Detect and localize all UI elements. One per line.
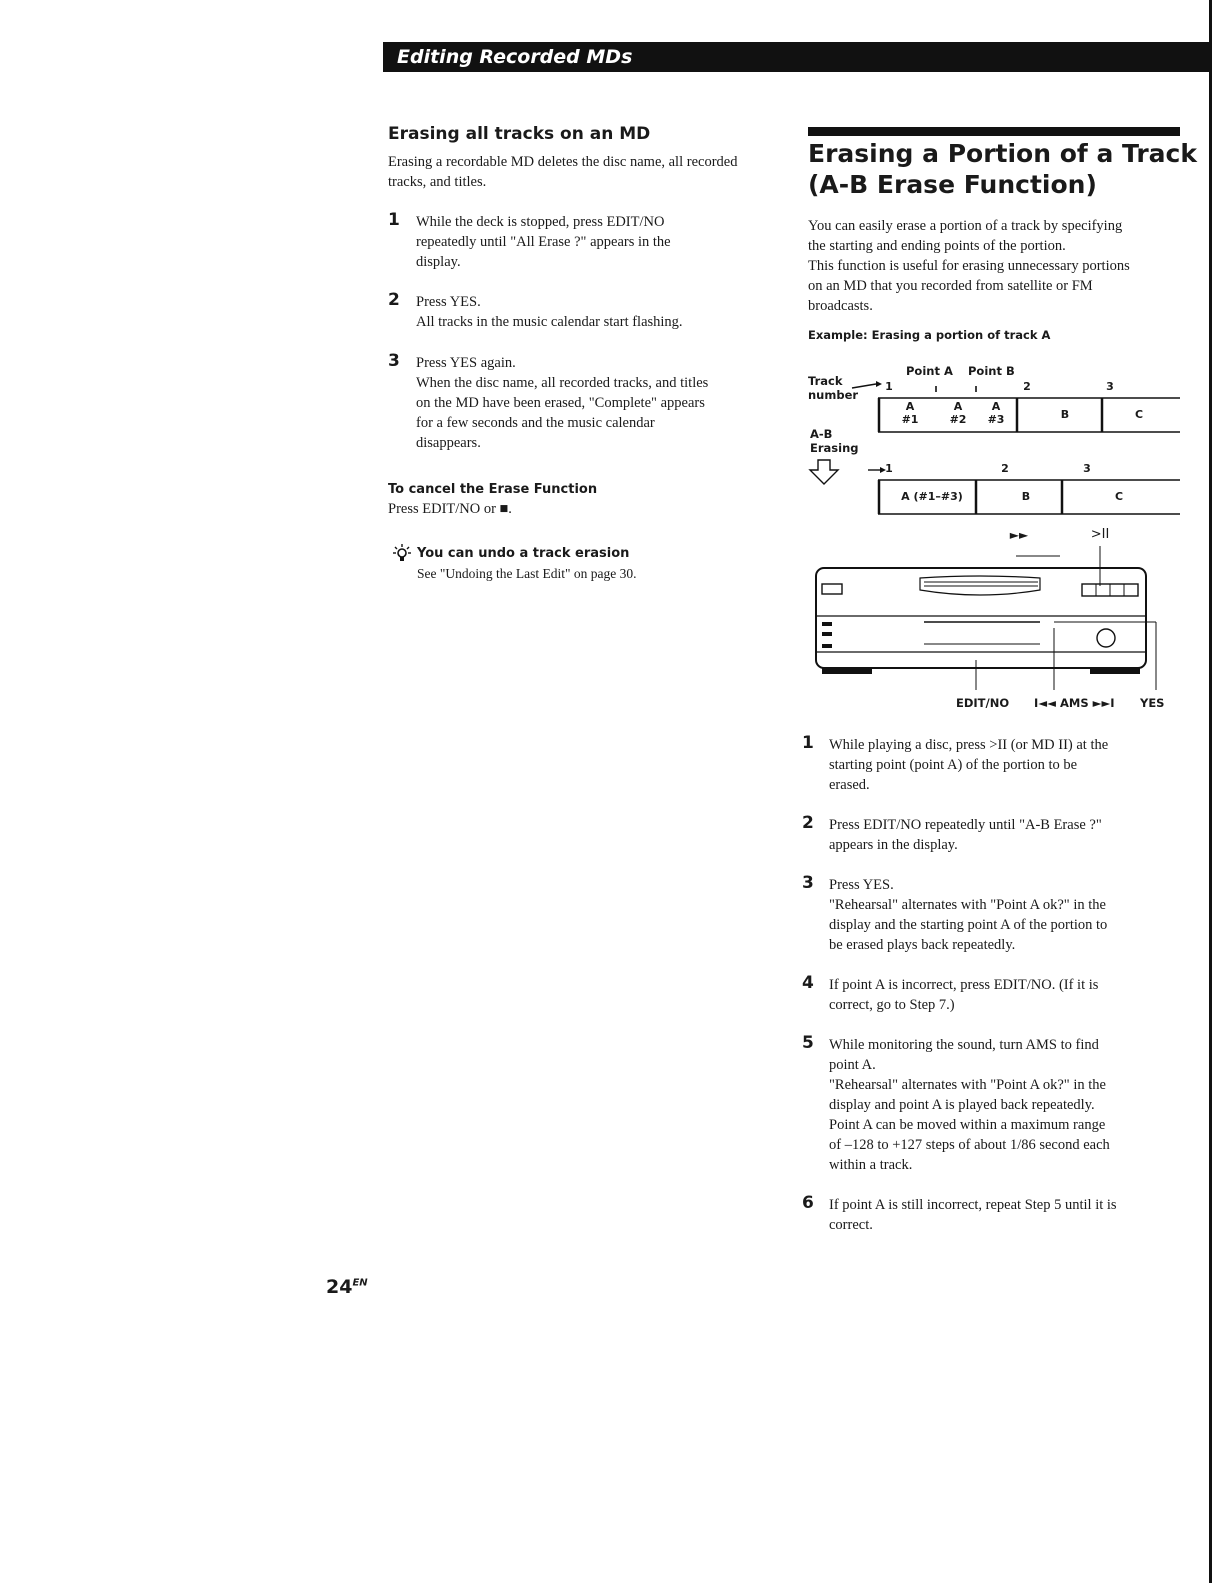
track-number-label: Track number: [808, 374, 859, 402]
erased-num-3: 3: [1083, 462, 1091, 475]
segment-c-bottom: C: [1114, 490, 1124, 503]
point-a-label: Point A: [906, 364, 953, 378]
cancel-text: Press EDIT/NO or ■.: [388, 501, 512, 517]
right-step-5-text: While monitoring the sound, turn AMS to find point A. "Rehearsal" alternates with "Point A ok?" in the display and point A is played back repeatedly. Point A can be moved within a maximum range of –128 to +127 steps of about 1/86 second each within a track.: [829, 1037, 1110, 1173]
right-step-6-text: If point A is still incorrect, repeat Step 5 until it is correct.: [829, 1197, 1117, 1233]
point-b-label: Point B: [968, 364, 1015, 378]
right-step-4-text: If point A is incorrect, press EDIT/NO. (If it is correct, go to Step 7.): [829, 977, 1099, 1013]
left-step-2-text: Press YES. All tracks in the music calendar start flashing.: [416, 294, 683, 330]
segment-a1: A #1: [901, 400, 919, 426]
left-step-2-number: 2: [388, 290, 400, 310]
right-step-6-number: 6: [802, 1193, 814, 1213]
right-step-1-text: While playing a disc, press >II (or MD II) at the starting point (point A) of the portion to be erased.: [829, 737, 1109, 793]
segment-b-bottom: B: [1021, 490, 1031, 503]
erased-num-1: 1: [885, 462, 893, 475]
section-title: Editing Recorded MDs: [397, 46, 633, 68]
right-step-5-number: 5: [802, 1033, 814, 1053]
segment-a-merged: A (#1–#3): [901, 490, 963, 503]
ams-knob-label: I◄◄ AMS ►►I: [1034, 696, 1115, 710]
example-label: Example: Erasing a portion of track A: [808, 328, 1051, 342]
ff-button-icon: ►►: [1009, 528, 1029, 542]
segment-a3: A #3: [987, 400, 1005, 426]
ab-erasing-label: A-B Erasing: [810, 427, 859, 455]
page-number: $24^{EN}$: [326, 1276, 368, 1298]
tip-heading: You can undo a track erasion: [417, 546, 630, 561]
right-intro: You can easily erase a portion of a track by specifying the starting and ending points of the portion. This function is useful for erasing unnecessary portions on an MD that you recorded from satellite or FM broadcasts.: [808, 218, 1130, 314]
segment-c-top: C: [1134, 408, 1144, 421]
tip-text: See "Undoing the Last Edit" on page 30.: [417, 566, 637, 581]
track-num-2: 2: [1023, 380, 1031, 393]
left-intro: Erasing a recordable MD deletes the disc name, all recorded tracks, and titles.: [388, 154, 738, 190]
right-step-3-text: Press YES. "Rehearsal" alternates with "Point A ok?" in the display and the starting point A of the portion to be erased plays back repeatedly.: [829, 877, 1108, 953]
section-header: [383, 42, 1209, 72]
right-title: Erasing a Portion of a Track (A-B Erase Function): [808, 139, 1198, 199]
left-step-3-number: 3: [388, 351, 400, 371]
left-step-3-text: Press YES again. When the disc name, all recorded tracks, and titles on the MD have been erased, "Complete" appears for a few seconds and the music calendar disappears.: [416, 355, 709, 451]
left-step-1-text: While the deck is stopped, press EDIT/NO repeatedly until "All Erase ?" appears in the display.: [416, 214, 671, 270]
right-step-1-number: 1: [802, 733, 814, 753]
lightbulb-icon: [393, 543, 411, 570]
track-num-3: 3: [1106, 380, 1114, 393]
title-rule: [808, 127, 1180, 136]
left-heading: Erasing all tracks on an MD: [388, 124, 651, 144]
right-step-2-text: Press EDIT/NO repeatedly until "A-B Erase ?" appears in the display.: [829, 817, 1102, 853]
erased-num-2: 2: [1001, 462, 1009, 475]
right-step-2-number: 2: [802, 813, 814, 833]
left-step-1-number: 1: [388, 210, 400, 230]
right-step-4-number: 4: [802, 973, 814, 993]
page-edge-rule: [1209, 0, 1212, 1583]
right-step-3-number: 3: [802, 873, 814, 893]
segment-b-top: B: [1060, 408, 1070, 421]
edit-no-button-label: EDIT/NO: [956, 696, 1010, 710]
play-pause-button-icon: >II: [1090, 527, 1110, 542]
segment-a2: A #2: [949, 400, 967, 426]
cancel-heading: To cancel the Erase Function: [388, 482, 598, 497]
yes-button-label: YES: [1140, 696, 1165, 710]
track-num-1: 1: [885, 380, 893, 393]
